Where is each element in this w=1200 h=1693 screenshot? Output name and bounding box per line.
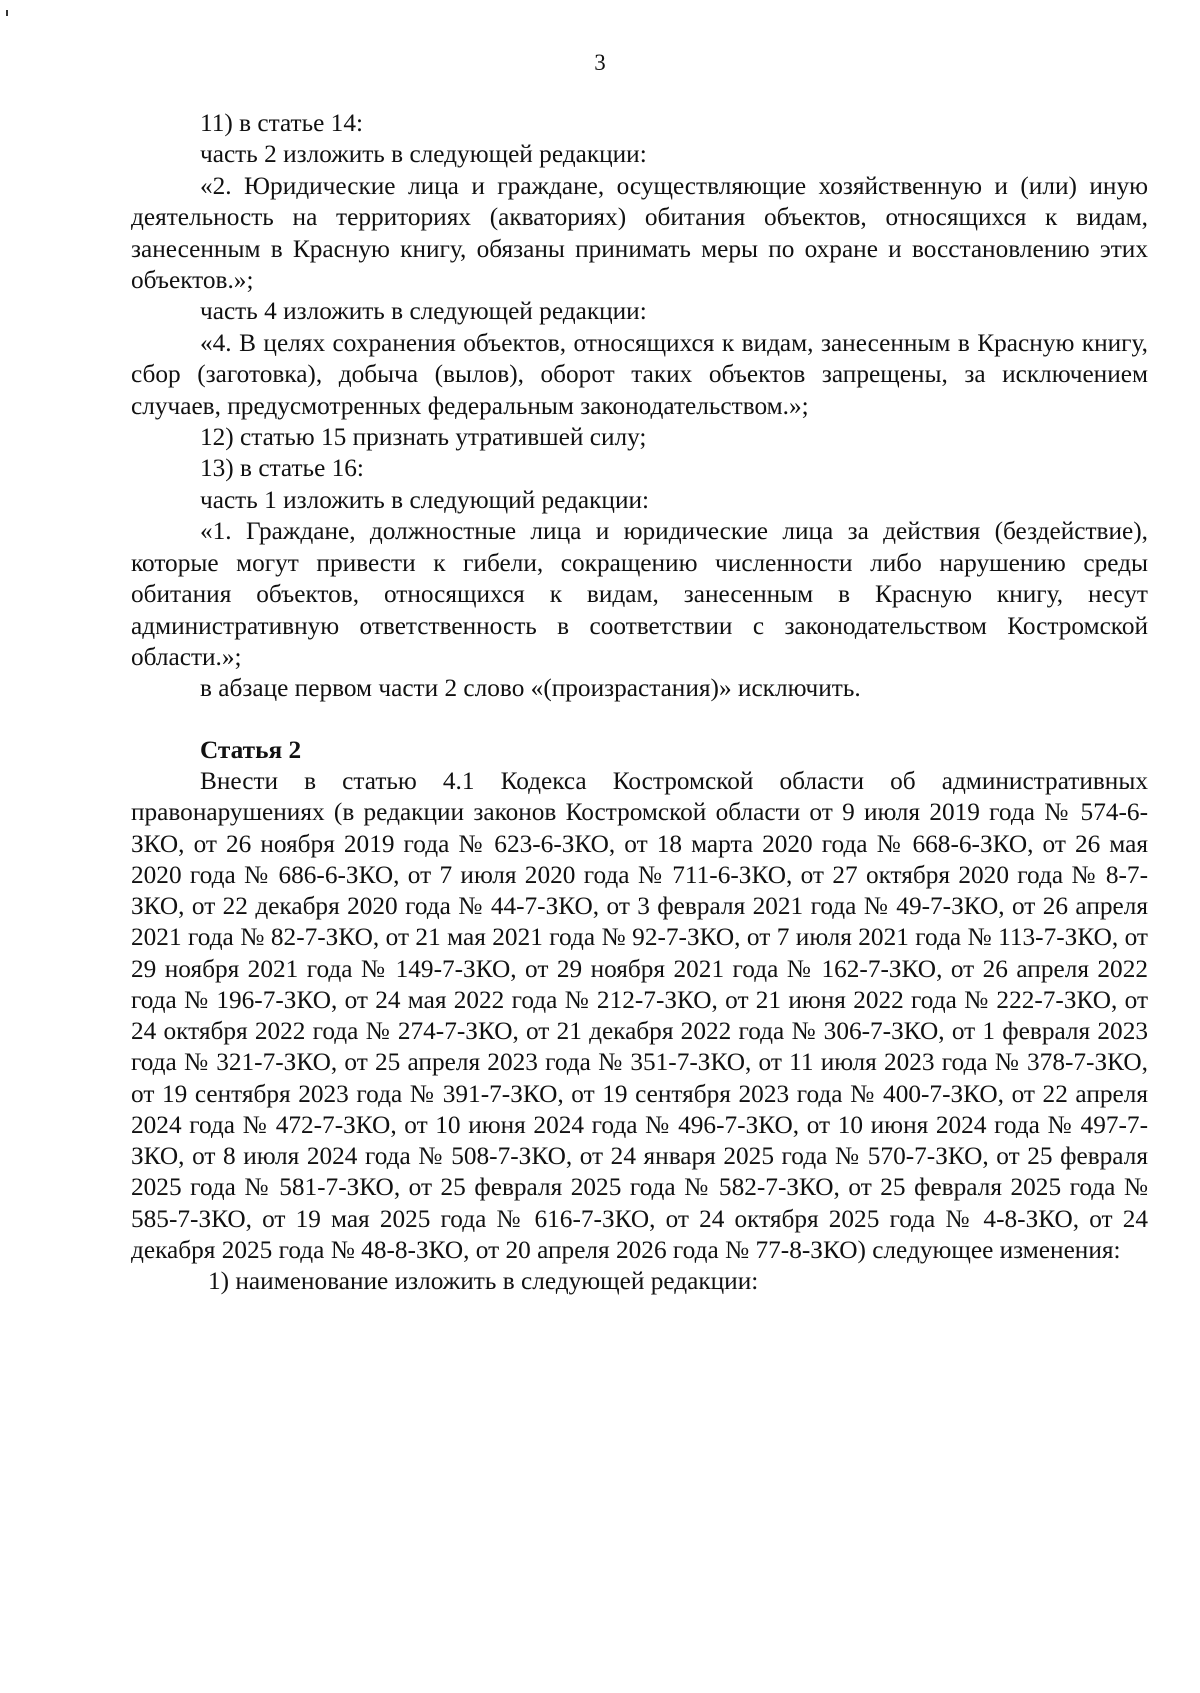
instruction-part-2: часть 2 изложить в следующей редакции: [200,140,647,169]
instruction-part-2-paragraph-1: в абзаце первом части 2 слово «(произрастания)» исключить. [200,674,861,703]
quoted-part-4: «4. В целях сохранения объектов, относящихся к видам, занесенным в Красную книгу, сбор (заготовка), добыча (вылов), оборот таких объектов запрещены, за исключением случаев, предусмотренных федеральным законодательством.»; [131,328,1148,420]
document-body [131,108,1148,1298]
scan-speck [6,10,8,16]
article-2-body: Внести в статью 4.1 Кодекса Костромской области об административных правонарушениях (в редакции законов Костромской области от 9 июля 2019 года № 574-6-ЗКО, от 26 ноября 2019 года № 623-6-ЗКО, от 18 марта 2020 года № 668-6-ЗКО, от 26 мая 2020 года № 686-6-ЗКО, от 7 июля 2020 года № 711-6-ЗКО, от 27 октября 2020 года № 8-7-ЗКО, от 22 декабря 2020 года № 44-7-ЗКО, от 3 февраля 2021 года № 49-7-ЗКО, от 26 апреля 2021 года № 82-7-ЗКО, от 21 мая 2021 года № 92-7-ЗКО, от 7 июля 2021 года № 113-7-ЗКО, от 29 ноября 2021 года № 149-7-ЗКО, от 29 ноября 2021 года № 162-7-ЗКО, от 26 апреля 2022 года № 196-7-ЗКО, от 24 мая 2022 года № 212-7-ЗКО, от 21 июня 2022 года № 222-7-ЗКО, от 24 октября 2022 года № 274-7-ЗКО, от 21 декабря 2022 года № 306-7-ЗКО, от 1 февраля 2023 года № 321-7-ЗКО, от 25 апреля 2023 года № 351-7-ЗКО, от 11 июля 2023 года № 378-7-ЗКО, от 19 сентября 2023 года № 391-7-ЗКО, от 19 сентября 2023 года № 400-7-ЗКО, от 22 апреля 2024 года № 472-7-ЗКО, от 10 июня 2024 года № 496-7-ЗКО, от 10 июня 2024 года № 497-7-ЗКО, от 8 июля 2024 года № 508-7-ЗКО, от 24 января 2025 года № 570-7-ЗКО, от 25 февраля 2025 года № 581-7-ЗКО, от 25 февраля 2025 года № 582-7-ЗКО, от 25 февраля 2025 года № 585-7-ЗКО, от 19 мая 2025 года № 616-7-ЗКО, от 24 октября 2025 года № 4-8-ЗКО, от 24 декабря 2025 года № 48-8-ЗКО, от 20 апреля 2026 года № 77-8-ЗКО) следующее изменения: [131,767,1148,1264]
quoted-part-2: «2. Юридические лица и граждане, осуществляющие хозяйственную и (или) иную деятельность на территориях (акваториях) обитания объектов, относящихся к видам, занесенным в Красную книгу, обязаны принимать меры по охране и восстановлению этих объектов.»; [131,171,1148,295]
section-gap [131,705,1148,735]
amendment-item-13: 13) в статье 16: [200,454,364,483]
article-2-heading: Статья 2 [200,735,302,764]
amendment-item-12: 12) статью 15 признать утратившей силу; [200,423,647,452]
page-number: 3 [594,50,606,75]
amendment-item-11: 11) в статье 14: [200,109,364,137]
instruction-part-1: часть 1 изложить в следующий редакции: [200,485,650,514]
quoted-part-1: «1. Граждане, должностные лица и юридические лица за действия (бездействие), которые могут привести к гибели, сокращению численности либо нарушению среды обитания объектов, относящихся к видам, занесенным в Красную книгу, несут административную ответственность в соответствии с законодательством Костромской области.»; [131,517,1148,671]
instruction-part-4: часть 4 изложить в следующей редакции: [200,297,647,326]
article-2-item-1: 1) наименование изложить в следующей редакции: [208,1267,759,1296]
